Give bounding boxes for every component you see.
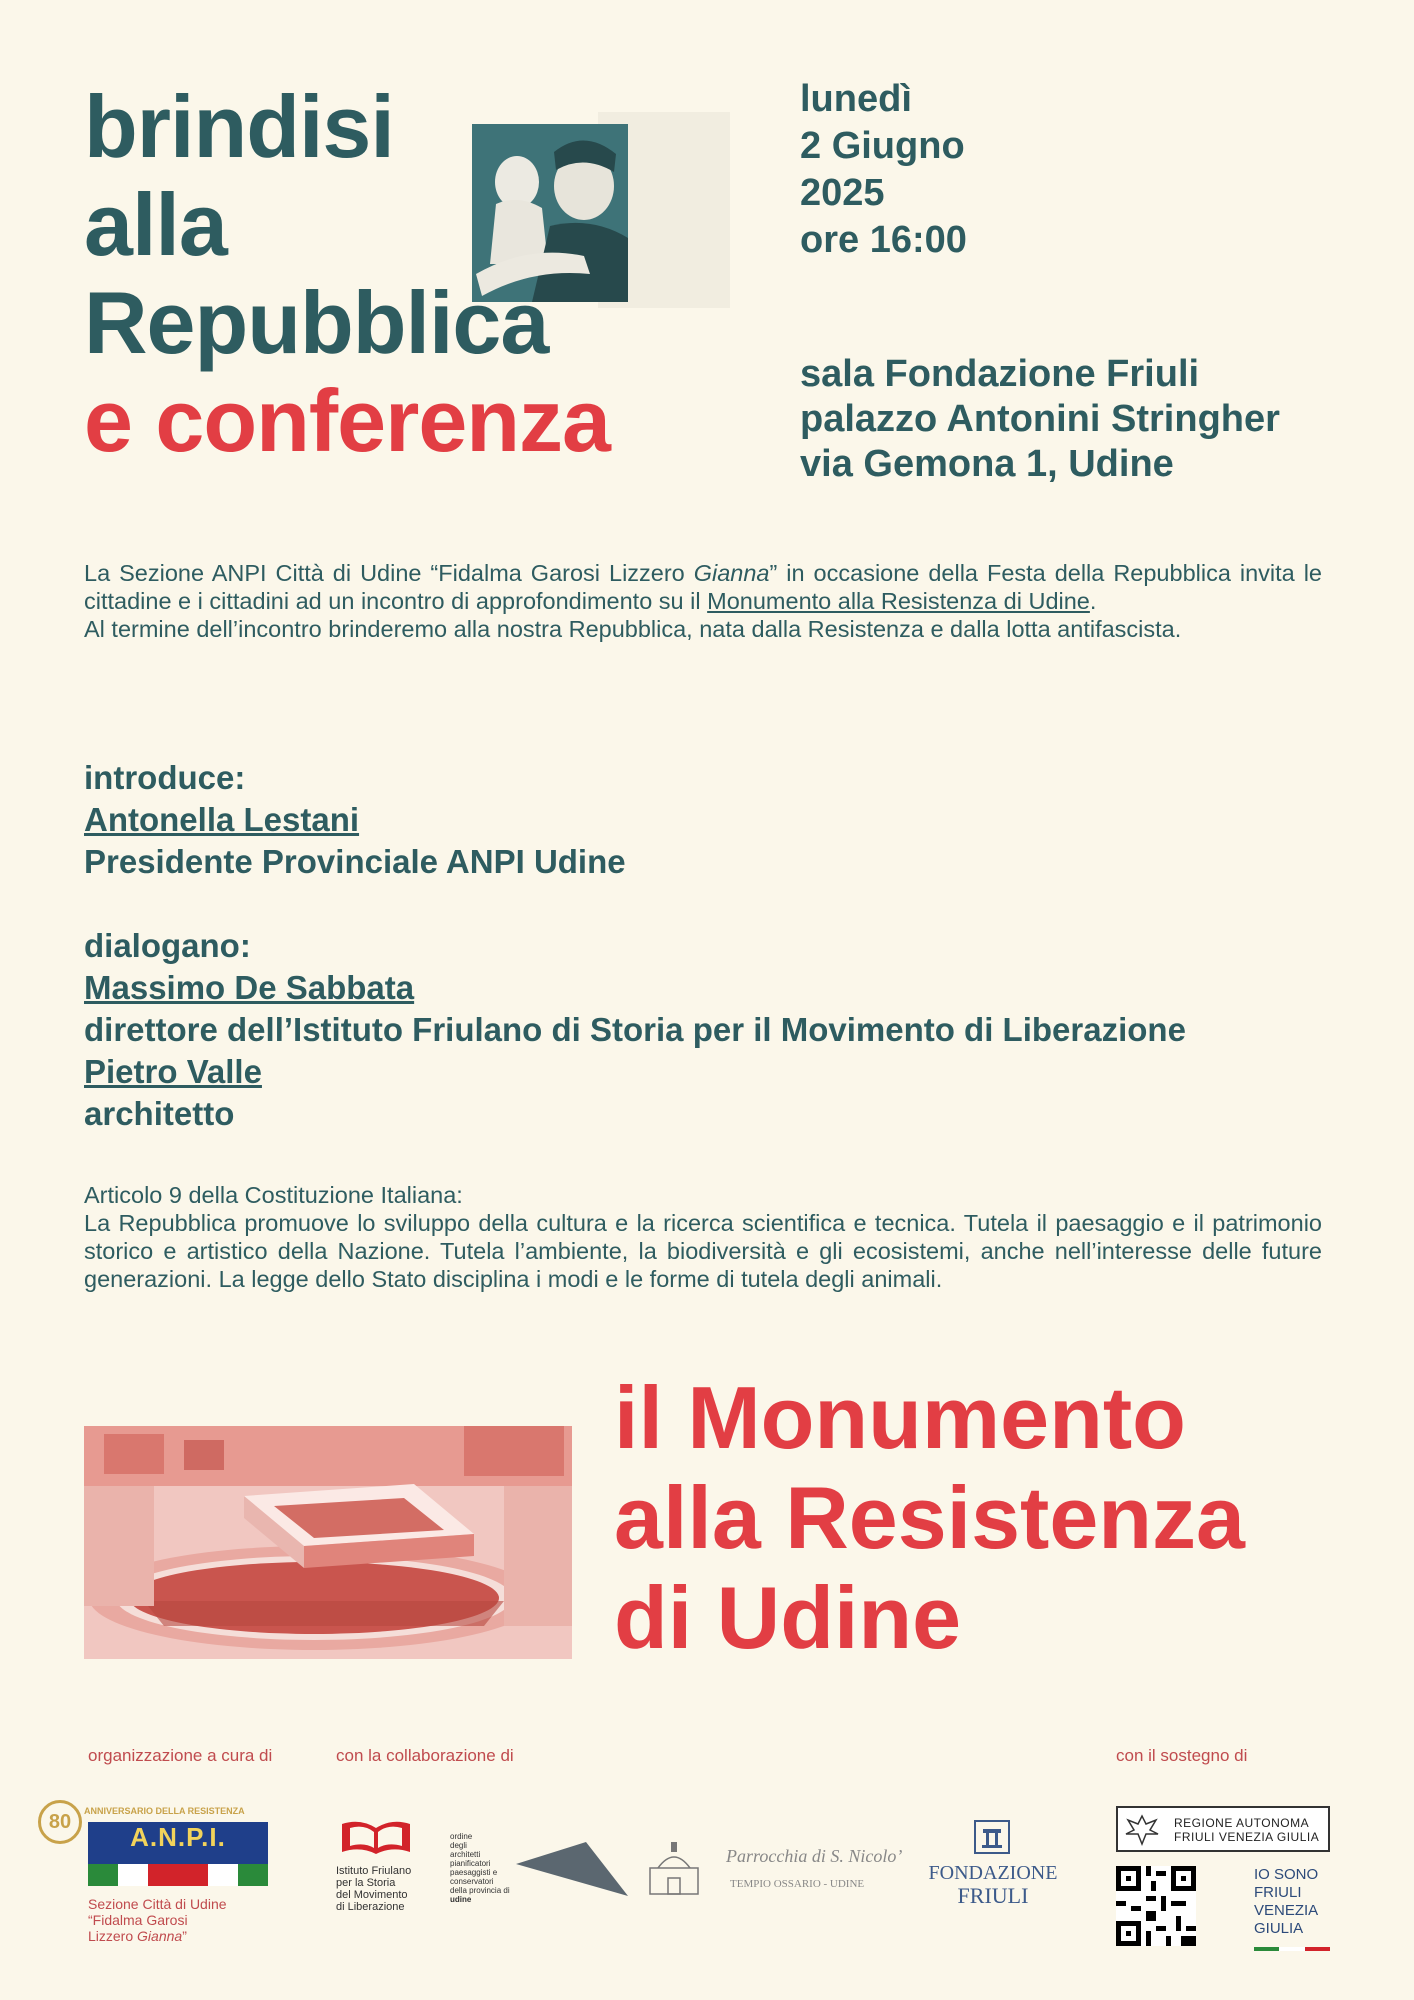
speaker-1-name[interactable]: Massimo De Sabbata	[84, 969, 415, 1006]
anpi-blue-band	[88, 1852, 268, 1864]
event-datetime	[800, 76, 967, 264]
regione-line-1: REGIONE AUTONOMA	[1174, 1816, 1310, 1830]
anpi-sezione-line-3	[88, 1928, 227, 1944]
dialog-section	[84, 925, 1186, 1135]
ordine-architetti-text	[450, 1832, 510, 1904]
fondazione-friuli-logo	[922, 1862, 1064, 1908]
event-date: 2 Giugno	[800, 125, 965, 167]
ifsml-text	[336, 1865, 436, 1913]
ifsml-logo	[336, 1818, 436, 1938]
ordine-line-6: conservatori	[450, 1877, 494, 1886]
fondazione-line-2: FRIULI	[957, 1883, 1029, 1908]
intro-p1-text-b: ” in occasione della Festa della Repubblica invita le cittadine e i cittadini ad un incontro di approfondimento su il	[84, 560, 1322, 614]
monument-photo	[84, 1426, 572, 1659]
anpi-name: A.N.P.I.	[88, 1822, 268, 1852]
anpi-sezione-line-1: Sezione Città di Udine	[88, 1896, 227, 1912]
monument-title	[614, 1368, 1245, 1668]
event-day: lunedì	[800, 78, 912, 120]
ifsml-line-3: del Movimento	[336, 1889, 408, 1901]
intro-p2: Al termine dell’incontro brinderemo alla nostra Repubblica, nata dalla Resistenza e dalla lotta antifascista.	[84, 616, 1182, 642]
church-icon	[644, 1840, 704, 1896]
intro-p1-end: .	[1089, 588, 1097, 614]
anpi-sezione-line-2: “Fidalma Garosi	[88, 1912, 188, 1928]
ifsml-line-2: per la Storia	[336, 1877, 396, 1889]
ordine-line-1: ordine	[450, 1832, 473, 1841]
organized-by-label: organizzazione a cura di	[88, 1746, 273, 1765]
intro-gianna: Gianna	[693, 560, 770, 586]
io-sono-fvg-logo	[1254, 1866, 1330, 1956]
ifsml-line-4: di Liberazione	[336, 1901, 405, 1913]
article-9	[84, 1181, 1322, 1293]
ordine-line-7: della provincia di	[450, 1886, 510, 1895]
venue-line-3: via Gemona 1, Udine	[800, 443, 1174, 485]
regione-text	[1174, 1816, 1319, 1844]
title-line-4: e conferenza	[84, 371, 610, 470]
monument-title-line-3: di Udine	[614, 1568, 962, 1667]
speaker-1-role: direttore dell’Istituto Friulano di Storia per il Movimento di Liberazione	[84, 1011, 1186, 1048]
event-title	[84, 78, 610, 470]
ordine-line-3: architetti	[450, 1850, 481, 1859]
qr-code[interactable]	[1116, 1866, 1196, 1946]
speaker-2-name[interactable]: Pietro Valle	[84, 1053, 262, 1090]
ordine-line-4: pianificatori	[450, 1859, 491, 1868]
eagle-icon	[1124, 1812, 1160, 1848]
introduce-speaker-role: Presidente Provinciale ANPI Udine	[84, 843, 626, 880]
anpi-sezione	[88, 1896, 227, 1944]
event-venue	[800, 352, 1280, 487]
ordine-shape-icon	[516, 1842, 628, 1896]
dialog-label: dialogano:	[84, 927, 251, 964]
flag-stripes-icon	[88, 1864, 268, 1886]
anpi-flag-bands	[88, 1864, 268, 1886]
anpi-anniversary-text: ANNIVERSARIO DELLA RESISTENZA	[84, 1806, 245, 1816]
intro-p1-text-a: La Sezione ANPI Città di Udine “Fidalma Garosi Lizzero	[84, 560, 694, 586]
ordine-line-2: degli	[450, 1841, 467, 1850]
iosono-line-1: IO SONO	[1254, 1866, 1319, 1883]
support-label: con il sostegno di	[1116, 1746, 1248, 1765]
anpi-logo	[38, 1800, 245, 1970]
intro-p1	[84, 559, 1322, 615]
monument-link[interactable]: Monumento alla Resistenza di Udine	[707, 588, 1090, 614]
event-time: ore 16:00	[800, 219, 967, 261]
iosono-line-4: GIULIA	[1254, 1920, 1304, 1937]
venue-line-1: sala Fondazione Friuli	[800, 353, 1200, 395]
fondazione-line-1: FONDAZIONE	[928, 1862, 1058, 1884]
fondazione-friuli-icon-box	[974, 1820, 1010, 1859]
event-year: 2025	[800, 172, 885, 214]
introduce-label: introduce:	[84, 759, 246, 796]
monument-aerial-illustration	[84, 1426, 572, 1659]
introduce-speaker-name[interactable]: Antonella Lestani	[84, 801, 360, 838]
anpi-sezione-close: ”	[182, 1928, 187, 1944]
anpi-sezione-gianna: Gianna	[137, 1928, 183, 1944]
church-logo	[644, 1840, 704, 1901]
collaboration-label: con la collaborazione di	[336, 1746, 514, 1765]
title-line-3: Repubblica	[84, 273, 549, 372]
parrocchia-name: Parrocchia di S. Nicolo’	[726, 1846, 903, 1866]
intro-paragraph	[84, 559, 1322, 643]
regione-line-2: FRIULI VENEZIA GIULIA	[1174, 1830, 1320, 1844]
speaker-2-role: architetto	[84, 1095, 235, 1132]
title-line-2: alla	[84, 175, 227, 274]
ifsml-line-1: Istituto Friulano	[336, 1865, 412, 1877]
regione-fvg-logo	[1116, 1806, 1330, 1852]
venue-line-2: palazzo Antonini Stringher	[800, 398, 1280, 440]
anpi-sezione-lizzero: Lizzero	[88, 1928, 138, 1944]
article-9-heading: Articolo 9 della Costituzione Italiana:	[84, 1182, 463, 1208]
tricolor-underline-icon	[1254, 1947, 1330, 1951]
fondazione-emblem-icon	[974, 1820, 1010, 1854]
ordine-line-8: udine	[450, 1895, 472, 1904]
introduce-section	[84, 757, 626, 883]
open-book-icon	[336, 1818, 416, 1858]
iosono-line-2: FRIULI	[1254, 1884, 1302, 1901]
monument-title-line-1: il Monumento	[614, 1368, 1186, 1467]
qr-code-icon	[1116, 1866, 1196, 1946]
iosono-line-3: VENEZIA	[1254, 1902, 1319, 1919]
tempio-ossario: TEMPIO OSSARIO - UDINE	[730, 1878, 865, 1890]
ordine-architetti-logo	[516, 1842, 628, 1901]
article-9-text: La Repubblica promuove lo sviluppo della cultura e la ricerca scientifica e tecnica. Tutela il paesaggio e il patrimonio storico e artistico della Nazione. Tutela l’ambiente, la biodiversità e gli ecosistemi, anche nell’interesse delle future generazioni. La legge dello Stato disciplina i modi e le forme di tutela degli animali.	[84, 1210, 1322, 1292]
ordine-line-5: paesaggisti e	[450, 1868, 498, 1877]
monument-title-line-2: alla Resistenza	[614, 1468, 1245, 1567]
title-line-1: brindisi	[84, 77, 394, 176]
anpi-80-badge: 80	[38, 1800, 82, 1844]
